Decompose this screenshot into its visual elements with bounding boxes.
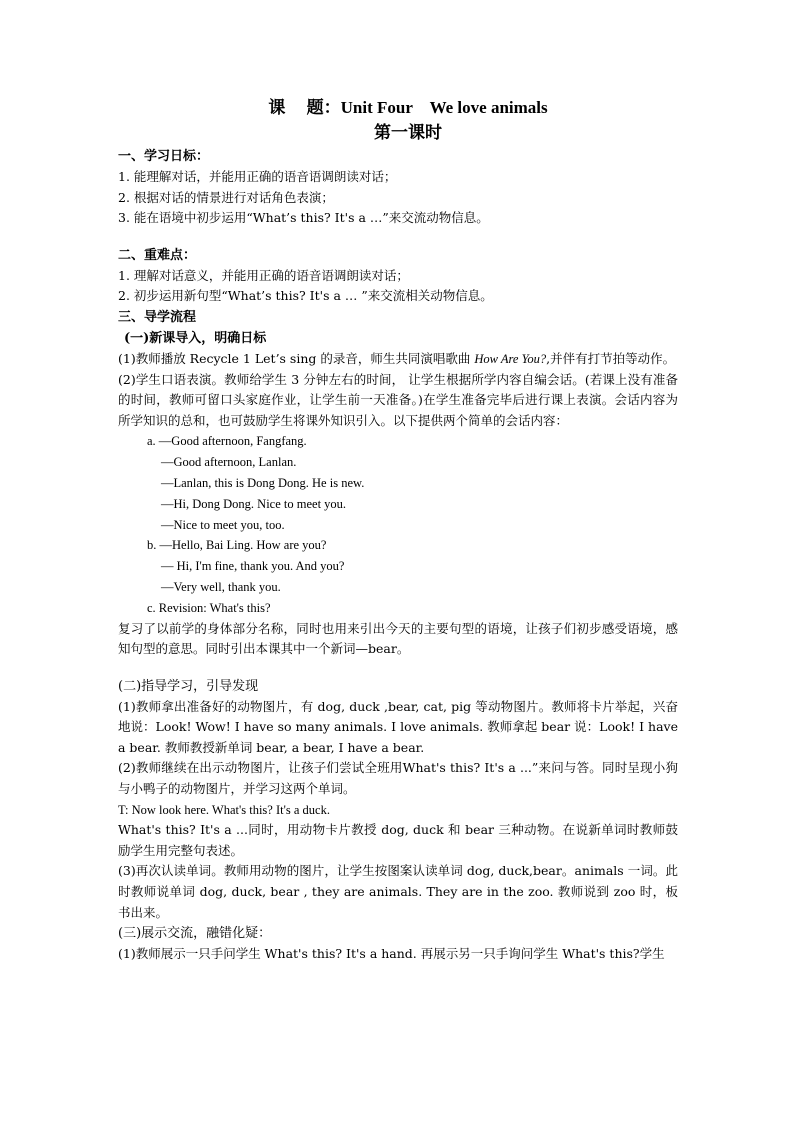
- objective-item: 3. 能在语境中初步运用“What’s this? It's a …”来交流动物信息。: [118, 210, 489, 226]
- objective-item: 2. 根据对话的情景进行对话角色表演；: [118, 189, 334, 205]
- part2-paragraph-2: (2)教师继续在出示动物图片，让孩子们尝试全班用What's this? It's a ...”来问与答。同时呈现小狗与小鸭子的动物图片，并学习这两个单词。: [118, 760, 678, 797]
- key-points-heading: 二、重难点：: [118, 247, 197, 263]
- key-point-item: 2. 初步运用新句型“What’s this? It's a … ”来交流相关动物信息。: [118, 288, 493, 304]
- dialog-line: — Hi, I'm fine, thank you. And you?: [161, 559, 345, 574]
- dialog-line: —Very well, thank you.: [161, 579, 281, 594]
- lesson-title: 课 题：Unit Four We love animals: [268, 98, 548, 117]
- part2-paragraph-4: What's this? It's a ...同时，用动物卡片教授 dog, duck 和 bear 三种动物。在说新单词时教师鼓励学生用完整句表述。: [118, 822, 678, 858]
- dialog-line: —Good afternoon, Lanlan.: [161, 455, 297, 470]
- dialog-line: a. —Good afternoon, Fangfang.: [147, 434, 307, 449]
- part2-paragraph-5: (3)再次认读单词。教师用动物的图片，让学生按图案认读单词 dog, duck,bear。animals 一词。此时教师说单词 dog, duck, bear , they are animals. They are in the zoo. 教师说到 zoo 时，板书出来。: [118, 863, 678, 920]
- song-title: How Are You?: [474, 351, 547, 366]
- part1-heading: (一)新课导入，明确日标: [124, 330, 267, 346]
- dialog-line: —Hi, Dong Dong. Nice to meet you.: [161, 496, 347, 511]
- part1-paragraph-3: 复习了以前学的身体部分名称，同时也用来引出今天的主要句型的语境，让孩子们初步感受语境，感知句型的意思。同时引出本课其中一个新词—bear。: [118, 620, 678, 657]
- document-page: [118, 96, 678, 965]
- objectives-heading: 一、学习日标：: [118, 149, 210, 164]
- part3-heading: (三)展示交流，融错化疑：: [118, 926, 272, 942]
- dialog-line: —Lanlan, this is Dong Dong. He is new.: [161, 475, 365, 490]
- lesson-subtitle: 第一课时: [374, 123, 442, 143]
- dialog-line: —Nice to meet you, too.: [161, 517, 285, 532]
- part1-paragraph-1: (1)教师播放 Recycle 1 Let’s sing 的录音，师生共同演唱歌曲 How Are You?,并伴有打节拍等动作。: [118, 350, 676, 366]
- part2-heading: (二)指导学习，引导发现: [118, 678, 259, 694]
- part1-paragraph-2: (2)学生口语表演。教师给学生 3 分钟左右的时间， 让学生根据所学内容自编会话。(若课上没有准备的时间，教师可留口头家庭作业，让学生前一天准备。)在学生准备完毕后进行课上表演。会话内容为所学知识的总和，也可鼓励学生将课外知识引入。以下提供两个简单的会话内容：: [118, 371, 678, 428]
- key-point-item: 1. 理解对话意义，并能用正确的语音语调朗读对话；: [118, 267, 409, 283]
- part2-paragraph-3: T: Now look here. What's this? It's a duck.: [118, 802, 330, 817]
- dialog-line: b. —Hello, Bai Ling. How are you?: [147, 538, 327, 553]
- part3-paragraph-1: (1)教师展示一只手问学生 What's this? It's a hand. 再展示另一只手询问学生 What's this?学生: [118, 946, 665, 962]
- dialog-line: c. Revision: What's this?: [147, 600, 271, 615]
- part2-paragraph-1: (1)教师拿出准备好的动物图片，有 dog, duck ,bear, cat, pig 等动物图片。教师将卡片举起，兴奋地说：Look! Wow! I have so many animals. I love animals. 教师拿起 bear 说：Look! I have a bear. 教师教授新单词 bear, a bear, I have a bear.: [118, 698, 678, 755]
- process-heading: 三、导学流程: [118, 309, 197, 325]
- objective-item: 1. 能理解对话，并能用正确的语音语调朗读对话；: [118, 169, 397, 184]
